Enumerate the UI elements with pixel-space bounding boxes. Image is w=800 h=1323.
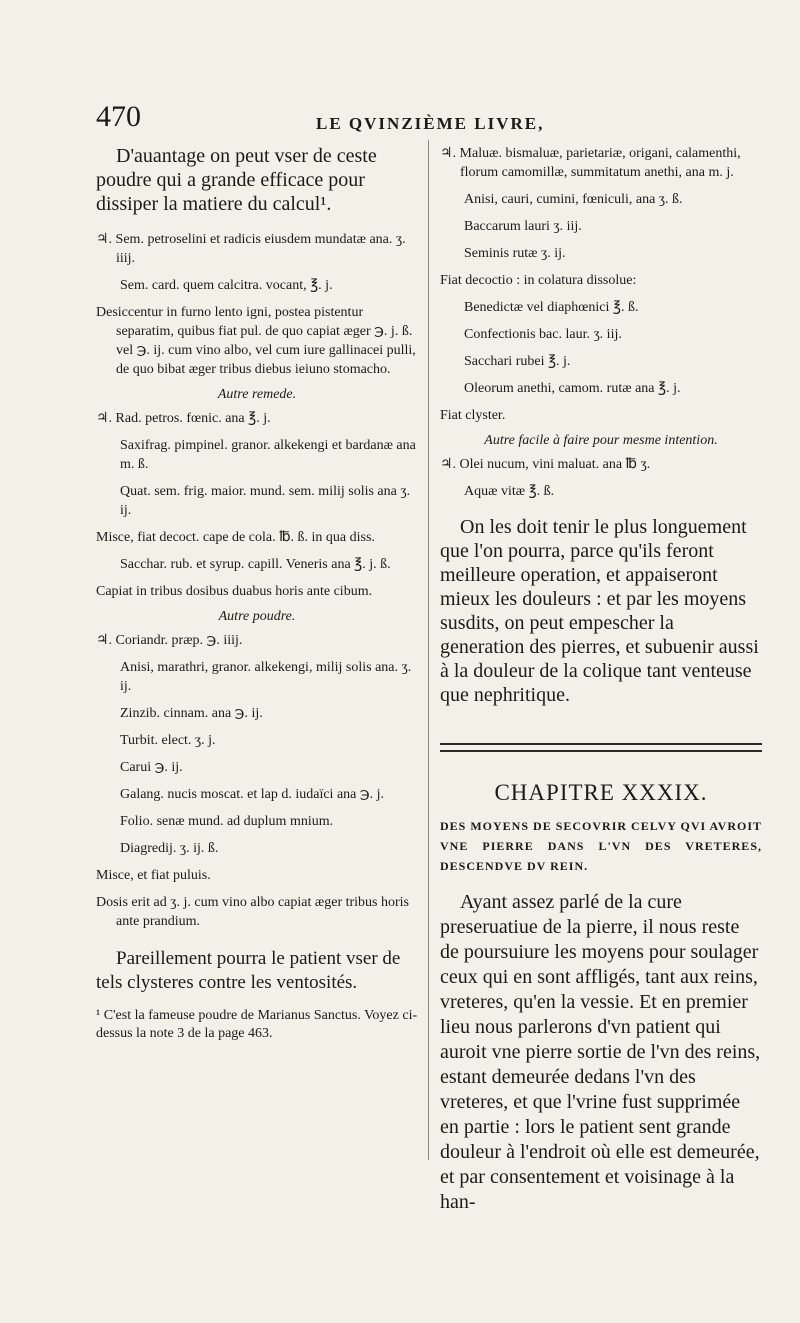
recipe-2 [96,409,418,520]
recipe-line: Aquæ vitæ ℥. ß. [464,484,555,499]
running-title: LE QVINZIÈME LIVRE, [316,114,545,133]
recipe-line: Diagredij. ʒ. ij. ß. [120,841,219,856]
recipe-1 [96,230,418,295]
body-paragraph: On les doit tenir le plus longuement que l'on pourra, parce qu'ils feront meilleure operation, et appaiseront mieux les douleurs : et par les moyens susdits, on peut empescher la generation des pierres, et subuenir aussi à la douleur de la colique tant venteuse que nephritique. [440,516,759,706]
intro-paragraph: D'auantage on peut vser de ceste poudre qui a grande efficace pour dissiper la matiere du calcul¹. [96,145,377,215]
footnote: ¹ C'est la fameuse poudre de Marianus Sanctus. Voyez ci-dessus la note 3 de la page 463. [96,1008,418,1041]
recipe-line: Turbit. elect. ʒ. j. [120,733,216,748]
section-heading: Autre facile à faire pour mesme intention. [484,433,718,448]
recipe-line: Galang. nucis moscat. et lap d. iudaïci ana ℈. j. [120,787,385,802]
recipe-line: Sem. card. quem calcitra. vocant, ℥. j. [120,278,333,293]
misce-text: Misce, fiat decoct. cape de cola. ℔. ß. in qua diss. [96,530,375,545]
dosis-text: Dosis erit ad ʒ. j. cum vino albo capiat æger tribus horis ante prandium. [96,895,409,929]
recipe-line: Anisi, cauri, cumini, fœniculi, ana ʒ. ß. [464,192,683,207]
recipe-line: Zinzib. cinnam. ana ℈. ij. [120,706,263,721]
recipe-line: Quat. sem. frig. maior. mund. sem. milij solis ana ʒ. ij. [120,484,411,518]
recipe-line: Oleorum anethi, camom. rutæ ana ℥. j. [464,381,681,396]
recipe-line: ♃. Sem. petroselini et radicis eiusdem mundatæ ana. ʒ. iiij. [96,232,406,266]
recipe-5 [440,298,762,398]
chapter-rule [440,743,762,752]
recipe-4 [440,144,762,263]
recipe-3 [96,631,418,858]
recipe-line: Carui ℈. ij. [120,760,183,775]
recipe-line: Sacchar. rub. et syrup. capill. Veneris ana ℥. j. ß. [120,557,391,572]
recipe-line: ♃. Maluæ. bismaluæ, parietariæ, origani, calamenthi, florum camomillæ, summitatum anethi, ana m. j. [440,146,741,180]
recipe-line: ♃. Rad. petros. fœnic. ana ℥. j. [96,411,271,426]
recipe-line: Benedictæ vel diaphœnici ℥. ß. [464,300,639,315]
section-heading: Autre remede. [217,387,297,402]
left-column [96,140,418,1057]
capiat-text: Capiat in tribus dosibus duabus horis ante cibum. [96,584,373,599]
recipe-line: Sacchari rubei ℥. j. [464,354,571,369]
recipe-line: Confectionis bac. laur. ʒ. iij. [464,327,622,342]
fiat-text: Fiat decoctio : in colatura dissolue: [440,273,637,288]
preparation-text: Desiccentur in furno lento igni, postea pistentur separatim, quibus fiat pul. de quo capiat æger ℈. j. ß. vel ℈. ij. cum vino albo, vel cum iure gallinacei pulli, de quo bibat æger tribus diebus ieiuno stomacho. [96,305,416,377]
section-heading: Autre poudre. [218,609,296,624]
chapter-body-paragraph: Ayant assez parlé de la cure preseruatiue de la pierre, il nous reste de poursuiure les moyens pour soulager ceux qui en sont affligés, tant aux reins, vreteres, qu'en la vessie. Et en premier lieu nous parlerons d'vn patient qui auroit vne pierre sortie de l'vn des reins, estant demeurée dedans l'vn des vreteres, et que l'vrine fust supprimée en partie : lors le patient sent grande douleur à l'endroit où elle est demeurée, et par consentement et voisinage à la han- [440,891,761,1213]
column-divider [428,140,429,1160]
pareillement-paragraph: Pareillement pourra le patient vser de tels clysteres contre les ventosités. [96,948,401,993]
recipe-line: ♃. Coriandr. præp. ℈. iiij. [96,633,243,648]
recipe-line: Saxifrag. pimpinel. granor. alkekengi et bardanæ ana m. ß. [120,438,416,472]
chapter-subtitle: DES MOYENS DE SECOVRIR CELVY QVI AVROIT VNE PIERRE DANS L'VN DES VRETERES, DESCENDVE DV REIN. [440,819,762,873]
recipe-line: Baccarum lauri ʒ. iij. [464,219,582,234]
recipe-line: ♃. Olei nucum, vini maluat. ana ℔ ʒ. [440,457,651,472]
chapter-title: CHAPITRE XXXIX. [494,780,708,805]
recipe-line: Seminis rutæ ʒ. ij. [464,246,566,261]
page-number: 470 [96,100,141,133]
page-header [96,100,776,140]
clyster-text: Fiat clyster. [440,408,506,423]
misce-text: Misce, et fiat puluis. [96,868,211,883]
recipe-line: Folio. senæ mund. ad duplum mnium. [120,814,334,829]
recipe-line: Anisi, marathri, granor. alkekengi, milij solis ana. ʒ. ij. [120,660,412,694]
recipe-6 [440,455,762,501]
right-column [440,140,762,1223]
